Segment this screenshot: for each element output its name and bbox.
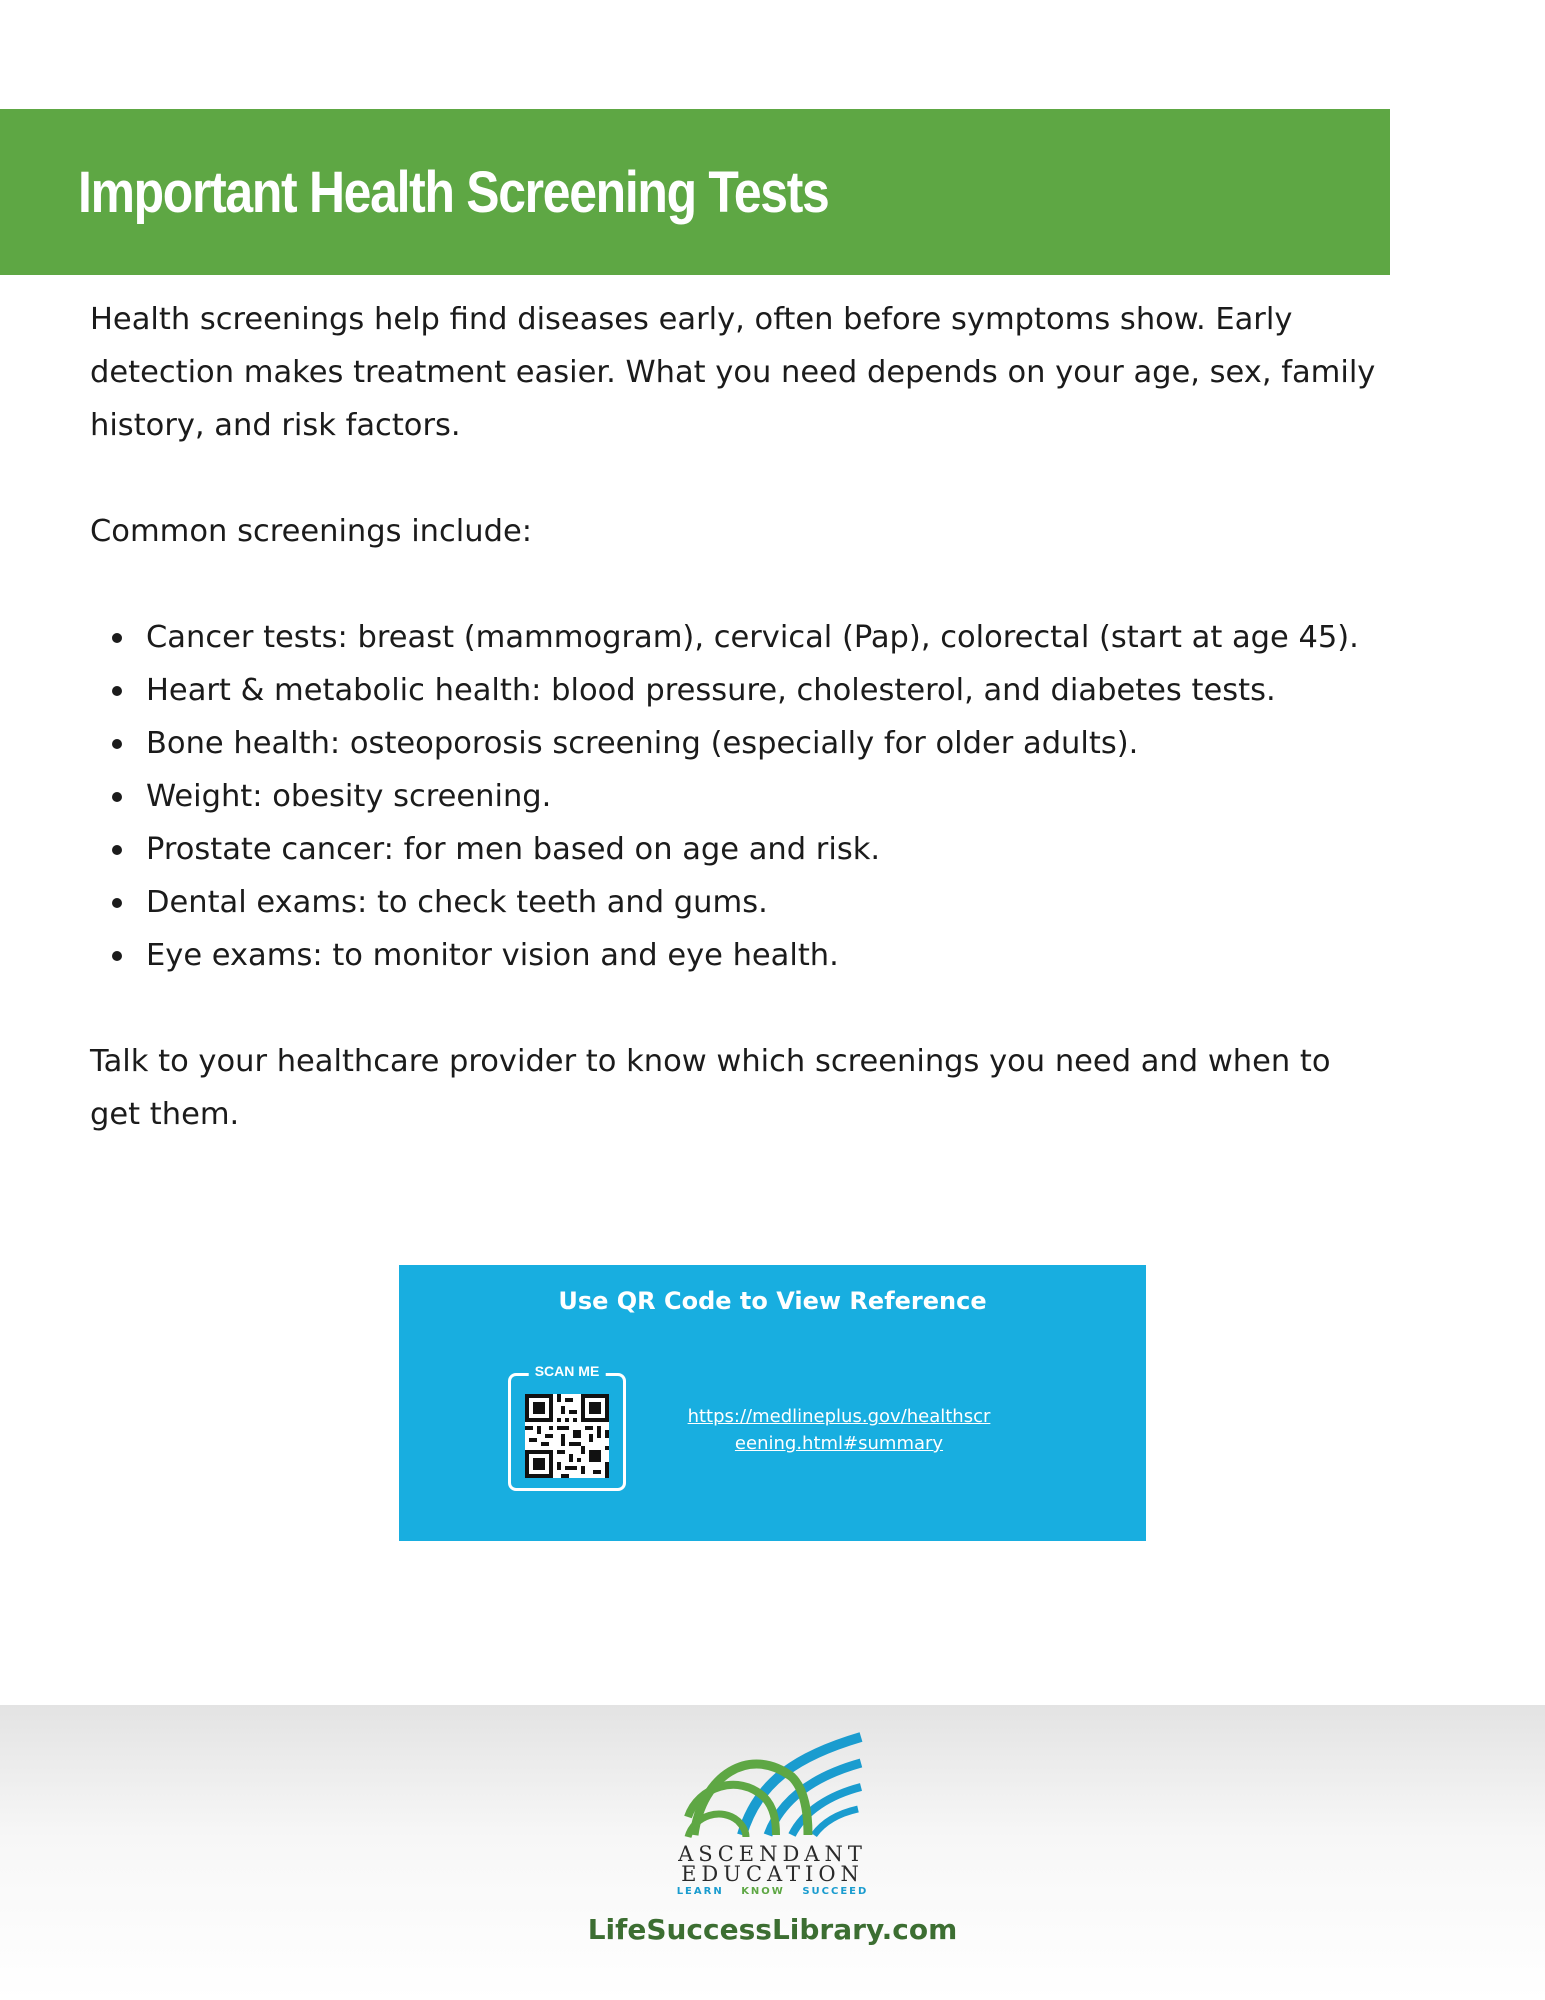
- tagline-know: KNOW: [741, 1886, 785, 1897]
- brand-name-line1: ASCENDANT: [678, 1842, 867, 1866]
- reference-link-line1[interactable]: https://medlineplus.gov/healthscr: [687, 1406, 991, 1427]
- list-item: Prostate cancer: for men based on age and risk.: [90, 823, 1410, 876]
- tagline-succeed: SUCCEED: [802, 1886, 869, 1897]
- screenings-list: [90, 611, 1410, 982]
- footer: [0, 1705, 1545, 2000]
- list-item: Bone health: osteoporosis screening (especially for older adults).: [90, 717, 1410, 770]
- article-body: [90, 293, 1410, 1141]
- site-link[interactable]: LifeSuccessLibrary.com: [587, 1913, 958, 1946]
- bullet-icon: [112, 686, 122, 696]
- brand-tagline: [0, 1886, 1545, 1897]
- brand-name-line2: EDUCATION: [681, 1862, 864, 1886]
- page-title: Important Health Screening Tests: [78, 159, 829, 225]
- closing-paragraph: Talk to your healthcare provider to know which screenings you need and when to get them.: [90, 1044, 1331, 1132]
- intro-paragraph: Health screenings help find diseases early, often before symptoms show. Early detection makes treatment easier. What you need depends on your age, sex, family history, and risk factors.: [90, 302, 1376, 443]
- title-banner: [0, 109, 1390, 275]
- bullet-icon: [112, 845, 122, 855]
- bullet-icon: [112, 898, 122, 908]
- list-item: Eye exams: to monitor vision and eye health.: [90, 929, 1410, 982]
- reference-title: Use QR Code to View Reference: [558, 1287, 987, 1315]
- bullet-icon: [112, 633, 122, 643]
- reference-link[interactable]: [659, 1403, 1019, 1457]
- list-item: Cancer tests: breast (mammogram), cervical (Pap), colorectal (start at age 45).: [90, 611, 1410, 664]
- list-item: Weight: obesity screening.: [90, 770, 1410, 823]
- ascendant-education-logo: [680, 1725, 865, 1840]
- scan-me-label: SCAN ME: [529, 1363, 606, 1379]
- reference-box: [399, 1265, 1146, 1541]
- bullet-icon: [112, 792, 122, 802]
- reference-link-line2[interactable]: eening.html#summary: [734, 1433, 944, 1454]
- bullet-icon: [112, 739, 122, 749]
- list-lead: Common screenings include:: [90, 514, 532, 549]
- bullet-icon: [112, 951, 122, 961]
- tagline-learn: LEARN: [676, 1886, 724, 1897]
- qr-code-icon[interactable]: [525, 1394, 609, 1478]
- list-item: Heart & metabolic health: blood pressure, cholesterol, and diabetes tests.: [90, 664, 1410, 717]
- qr-frame: [508, 1363, 626, 1491]
- list-item: Dental exams: to check teeth and gums.: [90, 876, 1410, 929]
